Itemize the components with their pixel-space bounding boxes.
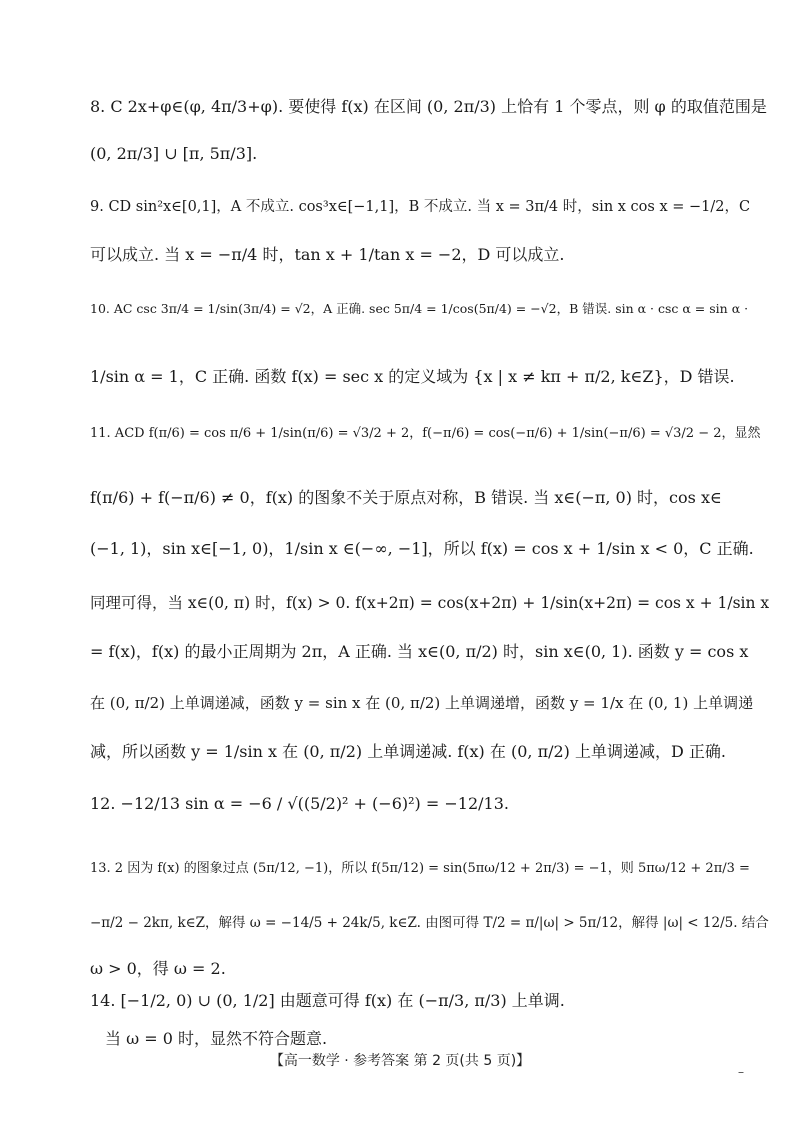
solution-line: = f(x)，f(x) 的最小正周期为 2π，A 正确. 当 x∈(0, π/2) 时，sin x∈(0, 1). 函数 y = cos x xyxy=(90,642,749,661)
solution-line: 13. 2 因为 f(x) 的图象过点 (5π/12, −1)，所以 f(5π/12) = sin(5πω/12 + 2π/3) = −1，则 5πω/12 + 2π/3 = xyxy=(90,861,750,876)
solution-line: (−1, 1)，sin x∈[−1, 0)，1/sin x ∈(−∞, −1]，所以 f(x) = cos x + 1/sin x < 0，C 正确. xyxy=(90,539,754,558)
solution-line: 11. ACD f(π/6) = cos π/6 + 1/sin(π/6) = √3/2 + 2，f(−π/6) = cos(−π/6) + 1/sin(−π/6) = √3/2 − 2，显然 xyxy=(90,426,761,441)
solution-line: 14. [−1/2, 0) ∪ (0, 1/2] 由题意可得 f(x) 在 (−π/3, π/3) 上单调. xyxy=(90,991,565,1010)
page-footer: 【高一数学 · 参考答案 第 2 页(共 5 页)】 xyxy=(269,1053,531,1069)
solution-line: ω > 0，得 ω = 2. xyxy=(90,959,226,978)
solution-line: 同理可得，当 x∈(0, π) 时，f(x) > 0. f(x+2π) = cos(x+2π) + 1/sin(x+2π) = cos x + 1/sin x xyxy=(90,594,770,612)
solution-line: 减，所以函数 y = 1/sin x 在 (0, π/2) 上单调递减. f(x) 在 (0, π/2) 上单调递减，D 正确. xyxy=(90,742,726,761)
solution-line: (0, 2π/3] ∪ [π, 5π/3]. xyxy=(90,144,258,163)
solution-line: 12. −12/13 sin α = −6 / √((5/2)² + (−6)²) = −12/13. xyxy=(90,794,509,813)
corner-mark: – xyxy=(738,1065,744,1079)
solution-line: 9. CD sin²x∈[0,1]，A 不成立. cos³x∈[−1,1]，B 不成立. 当 x = 3π/4 时，sin x cos x = −1/2，C xyxy=(90,199,751,215)
solution-line: 在 (0, π/2) 上单调递减，函数 y = sin x 在 (0, π/2) 上单调递增，函数 y = 1/x 在 (0, 1) 上单调递 xyxy=(90,694,754,712)
solution-line: −π/2 − 2kπ, k∈Z，解得 ω = −14/5 + 24k/5, k∈Z. 由图可得 T/2 = π/|ω| > 5π/12，解得 |ω| < 12/5. 结合 xyxy=(90,915,769,931)
solution-line: 1/sin α = 1，C 正确. 函数 f(x) = sec x 的定义域为 {x | x ≠ kπ + π/2, k∈Z}，D 错误. xyxy=(90,367,735,386)
solution-line: 当 ω = 0 时，显然不符合题意. xyxy=(105,1029,328,1048)
solution-line: 可以成立. 当 x = −π/4 时，tan x + 1/tan x = −2，D 可以成立. xyxy=(90,245,565,264)
solution-line: 8. C 2x+φ∈(φ, 4π/3+φ). 要使得 f(x) 在区间 (0, 2π/3) 上恰有 1 个零点，则 φ 的取值范围是 xyxy=(90,97,767,116)
solution-line: f(π/6) + f(−π/6) ≠ 0，f(x) 的图象不关于原点对称，B 错误. 当 x∈(−π, 0) 时，cos x∈ xyxy=(90,488,722,507)
solution-line: 10. AC csc 3π/4 = 1/sin(3π/4) = √2，A 正确. sec 5π/4 = 1/cos(5π/4) = −√2，B 错误. sin α · csc α = sin α · xyxy=(90,301,749,316)
